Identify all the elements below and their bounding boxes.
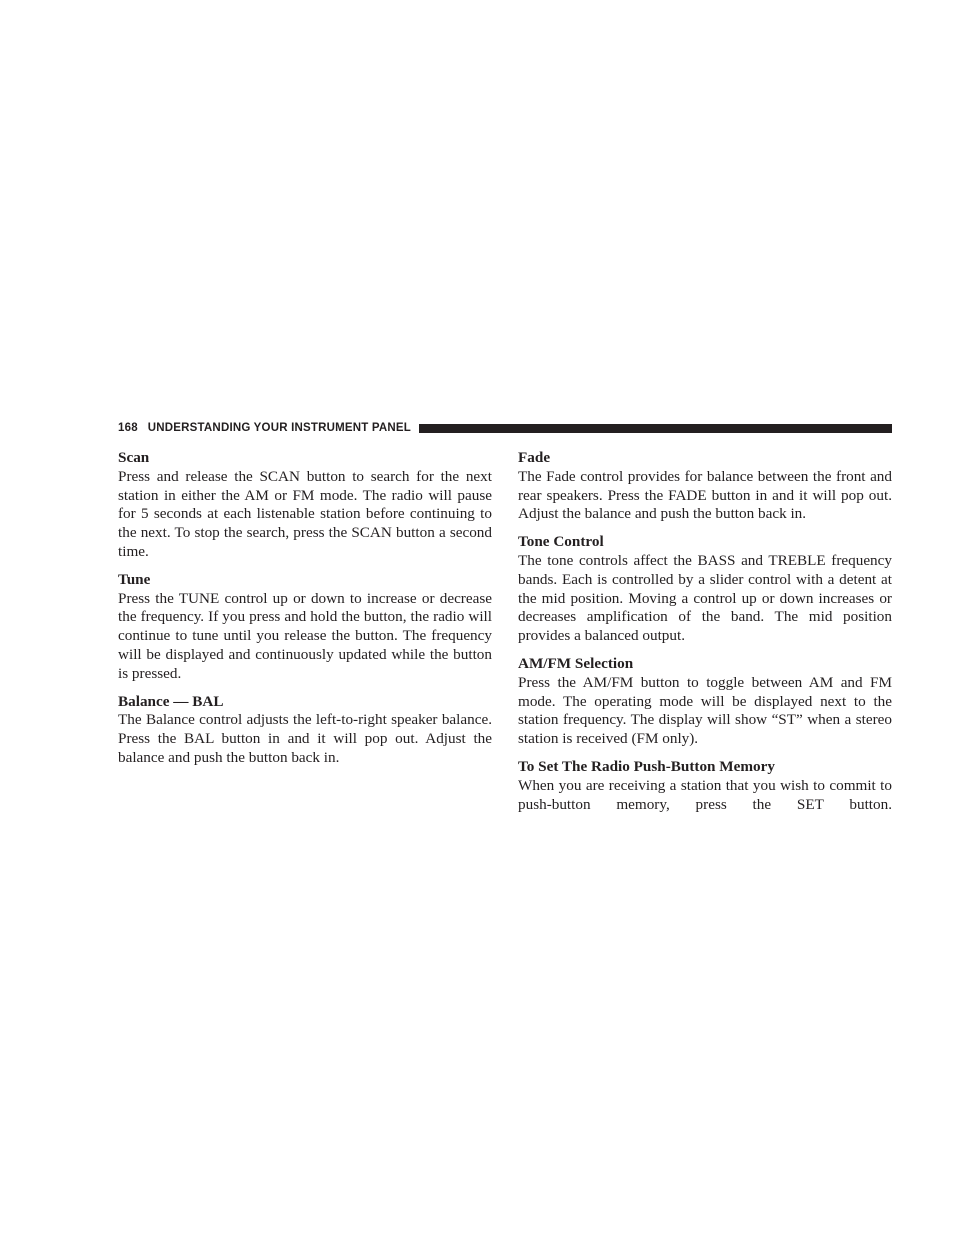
section-balance — [118, 693, 492, 768]
section-body: Press the TUNE control up or down to increase or decrease the frequency. If you press and hold the button, the radio will continue to tune until you release the button. The frequency will be displayed and continuously updated while the button is pressed. — [118, 589, 492, 682]
section-tune — [118, 571, 492, 684]
section-heading: AM/FM Selection — [518, 654, 634, 672]
running-section-title: UNDERSTANDING YOUR INSTRUMENT PANEL — [147, 422, 411, 434]
section-scan — [118, 449, 492, 562]
section-heading: Tone Control — [518, 533, 604, 551]
section-heading: Fade — [518, 449, 551, 466]
section-heading: Balance — BAL — [118, 692, 224, 710]
section-push-button-memory — [518, 758, 892, 814]
section-heading: Scan — [118, 449, 150, 466]
page-header — [118, 420, 892, 436]
section-am-fm-selection — [518, 655, 892, 749]
section-fade — [518, 449, 892, 524]
section-body: When you are receiving a station that you wish to commit to push-button memory, press the SET button. — [518, 776, 892, 813]
section-body: The Fade control provides for balance between the front and rear speakers. Press the FADE button in and it will pop out. Adjust the balance and push the button back in. — [518, 467, 892, 523]
page-number: 168 — [118, 422, 138, 434]
section-tone-control — [518, 533, 892, 646]
section-heading: Tune — [118, 570, 151, 588]
section-body: Press the AM/FM button to toggle between AM and FM mode. The operating mode will be displayed next to the station frequency. The display will show “ST” when a stereo station is received (FM only). — [518, 673, 892, 748]
section-heading: To Set The Radio Push-Button Memory — [518, 757, 775, 775]
section-body: The tone controls affect the BASS and TREBLE frequency bands. Each is controlled by a slider control with a detent at the mid position. Moving a control up or down increases or decreases amplification of the band. The mid position provides a balanced output. — [518, 551, 892, 645]
section-body: The Balance control adjusts the left-to-right speaker balance. Press the BAL button in and it will pop out. Adjust the balance and push the button back in. — [118, 711, 492, 766]
right-column — [518, 449, 892, 823]
header-rule — [419, 424, 892, 433]
left-column — [118, 449, 492, 777]
section-body: Press and release the SCAN button to search for the next station in either the AM or FM mode. The radio will pause for 5 seconds at each listenable station before continuing to the next. To stop the search, press the SCAN button a second time. — [118, 467, 492, 560]
